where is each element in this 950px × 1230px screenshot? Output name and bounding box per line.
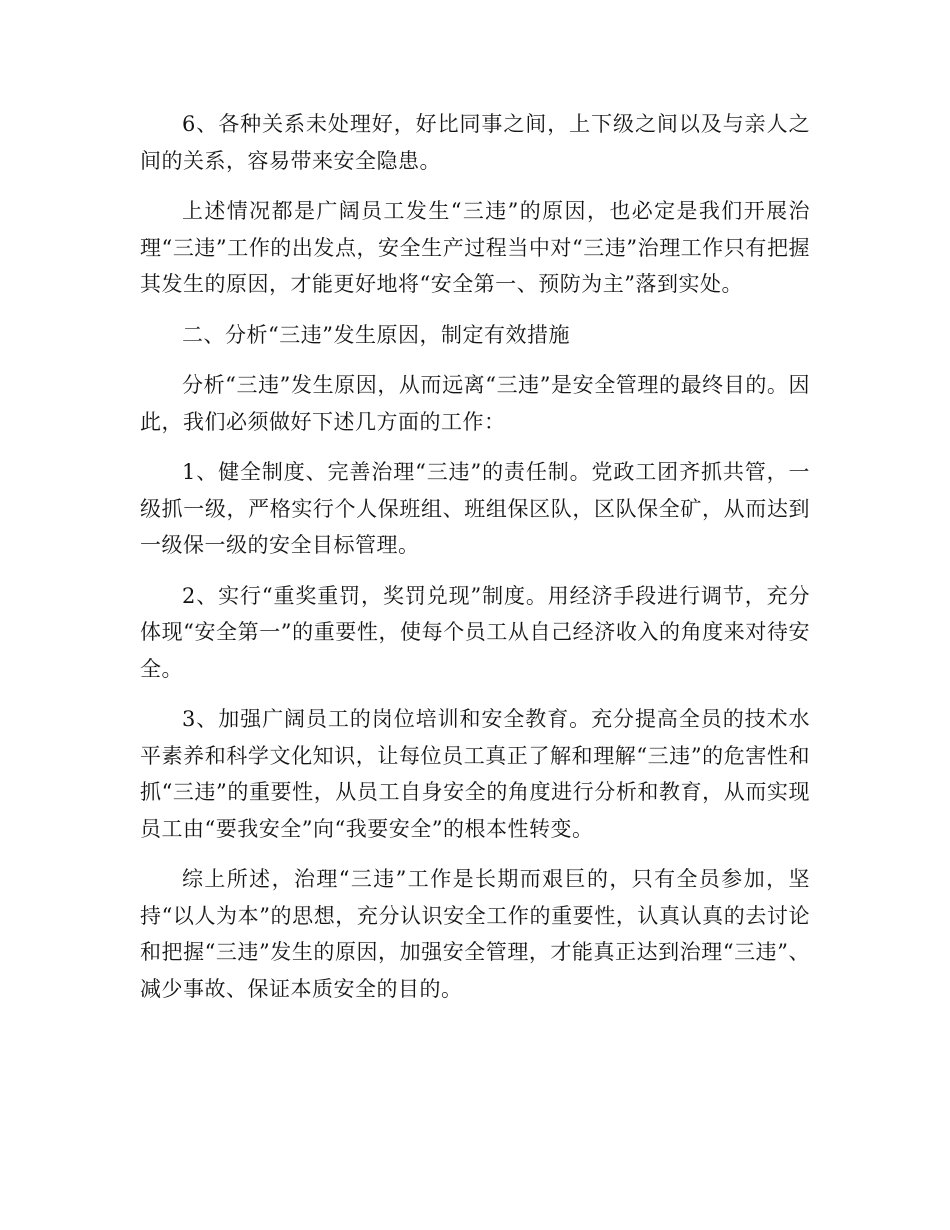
paragraph-causes-summary: 上述情况都是广阔员工发生“三违”的原因，也必定是我们开展治理“三违”工作的出发点，安全生产过程当中对“三违”治理工作只有把握其发生的原因，才能更好地将“安全第一、预防为主”落到实处。 [140, 199, 810, 296]
paragraph-measure-3: 3、加强广阔员工的岗位培训和安全教育。充分提高全员的技术水平素养和科学文化知识，让每位员工真正了解和理解“三违”的危害性和抓“三违”的重要性，从员工自身安全的角度进行分析和教育，从而实现员工由“要我安全”向“我要安全”的根本性转变。 [140, 707, 810, 841]
paragraph-item-6: 6、各种关系未处理好，好比同事之间，上下级之间以及与亲人之间的关系，容易带来安全隐患。 [140, 112, 810, 173]
section-heading-2: 二、分析“三违”发生原因，制定有效措施 [182, 322, 570, 347]
paragraph-conclusion: 综上所述，治理“三违”工作是长期而艰巨的，只有全员参加，坚持“以人为本”的思想，充分认识安全工作的重要性，认真认真的去讨论和把握“三违”发生的原因，加强安全管理，才能真正达到治理“三违”、减少事故、保证本质安全的目的。 [140, 867, 810, 1001]
paragraph-measure-2: 2、实行“重奖重罚，奖罚兑现”制度。用经济手段进行调节，充分体现“安全第一”的重要性，使每个员工从自己经济收入的角度来对待安全。 [140, 583, 810, 681]
paragraph-analysis-intro: 分析“三违”发生原因，从而远离“三违”是安全管理的最终目的。因此，我们必须做好下述几方面的工作： [140, 373, 810, 434]
paragraph-measure-1: 1、健全制度、完善治理“三违”的责任制。党政工团齐抓共管，一级抓一级，严格实行个人保班组、班组保区队，区队保全矿，从而达到一级保一级的安全目标管理。 [140, 460, 810, 557]
document-body [140, 106, 810, 1021]
